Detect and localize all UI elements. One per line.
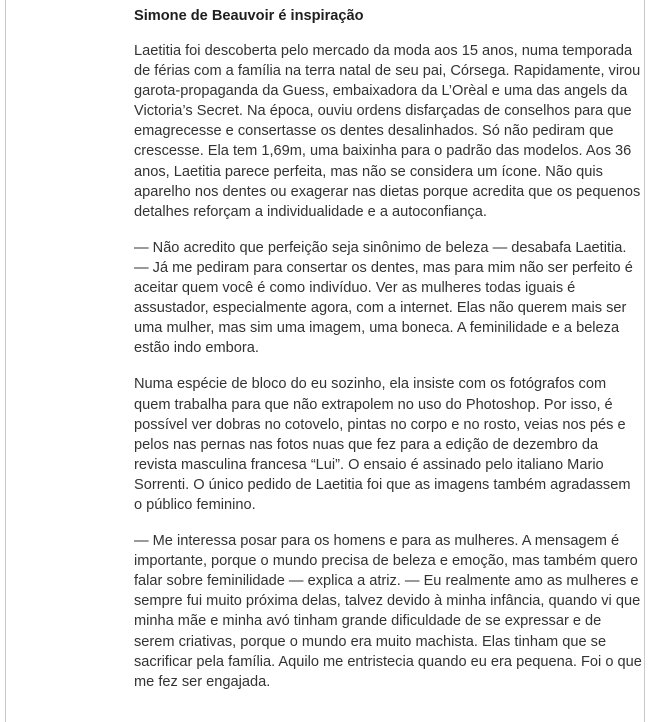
right-border-line [644, 0, 645, 722]
article-body [134, 6, 642, 708]
paragraph-2: — Não acredito que perfeição seja sinônimo de beleza — desabafa Laetitia. — Já me pediram para consertar os dentes, mas para mim não ser perfeito é aceitar quem você é como indivíduo. Ver as mulheres todas iguais é assustador, especialmente agora, com a internet. Elas não querem mais ser uma mulher, mas sim uma imagem, uma boneca. A feminilidade e a beleza estão indo embora. [134, 239, 633, 357]
section-heading: Simone de Beauvoir é inspiração [134, 8, 364, 24]
paragraph-1: Laetitia foi descoberta pelo mercado da moda aos 15 anos, numa temporada de férias com a família na terra natal de seu pai, Córsega. Rapidamente, virou garota-propaganda da Guess, embaixadora da L’Orèal e uma das angels da Victoria’s Secret. Na época, ouviu ordens disfarçadas de conselhos para que emagrecesse e consertasse os dentes desalinhados. Só não pediram que crescesse. Ela tem 1,69m, uma baixinha para o padrão das modelos. Aos 36 anos, Laetitia parece perfeita, mas não se considera um ícone. Não quis aparelho nos dentes ou exagerar nas dietas porque acredita que os pequenos detalhes reforçam a individualidade e a autoconfiança. [134, 43, 641, 220]
left-border-line [5, 0, 6, 722]
paragraph-4: — Me interessa posar para os homens e para as mulheres. A mensagem é importante, porque o mundo precisa de beleza e emoção, mas também quero falar sobre feminilidade — explica a atriz. — Eu realmente amo as mulheres e sempre fui muito próxima delas, talvez devido à minha infância, quando vi que minha mãe e minha avó tinham grande dificuldade de se expressar e de serem criativas, porque o mundo era muito machista. Elas tinham que se sacrificar pela família. Aquilo me entristecia quando eu era pequena. Foi o que me fez ser engajada. [134, 533, 642, 690]
paragraph-3: Numa espécie de bloco do eu sozinho, ela insiste com os fotógrafos com quem trabalha para que não extrapolem no uso do Photoshop. Por isso, é possível ver dobras no cotovelo, pintas no corpo e no rosto, veias nos pés e pelos nas pernas nas fotos nuas que fez para a edição de dezembro da revista masculina francesa “Lui”. O ensaio é assinado pelo italiano Mario Sorrenti. O único pedido de Laetitia foi que as imagens também agradassem o público feminino. [134, 376, 631, 513]
